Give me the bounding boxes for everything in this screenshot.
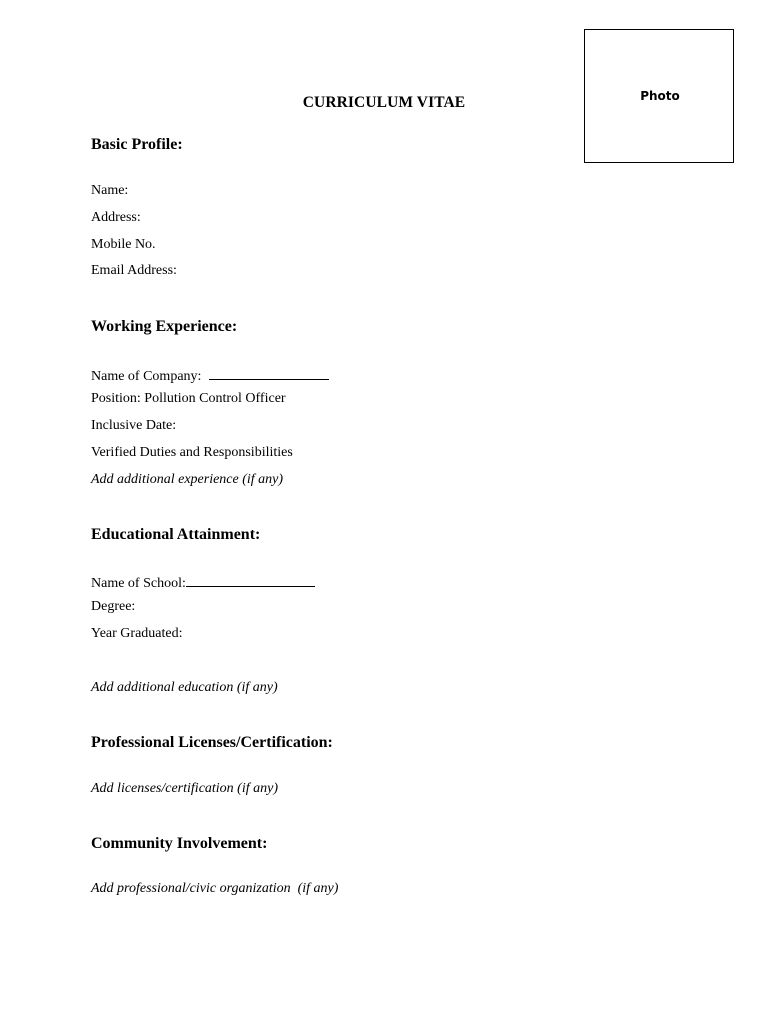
degree-line: Degree:	[91, 599, 136, 614]
name-field-label: Name:	[91, 183, 129, 198]
education-heading: Educational Attainment:	[91, 526, 261, 543]
address-field-label: Address:	[91, 210, 141, 225]
community-heading: Community Involvement:	[91, 835, 268, 852]
basic-profile-heading: Basic Profile:	[91, 136, 183, 153]
add-organization-note: Add professional/civic organization (if any)	[91, 881, 339, 896]
document-title: CURRICULUM VITAE	[302, 94, 466, 111]
add-education-note: Add additional education (if any)	[91, 680, 278, 695]
inclusive-date-line: Inclusive Date:	[91, 418, 177, 433]
year-graduated-line: Year Graduated:	[91, 626, 183, 641]
school-field	[91, 572, 315, 592]
company-field	[91, 365, 329, 385]
mobile-field-label: Mobile No.	[91, 237, 156, 252]
company-field-label: Name of Company:	[91, 369, 202, 384]
email-field-label: Email Address:	[91, 263, 177, 278]
photo-label: Photo	[640, 89, 680, 103]
licenses-heading: Professional Licenses/Certification:	[91, 734, 333, 751]
company-blank-line	[209, 365, 329, 380]
school-blank-line	[186, 572, 315, 587]
position-line: Position: Pollution Control Officer	[91, 391, 286, 406]
working-experience-heading: Working Experience:	[91, 318, 238, 335]
school-field-label: Name of School:	[91, 576, 186, 591]
add-licenses-note: Add licenses/certification (if any)	[91, 781, 279, 796]
add-experience-note: Add additional experience (if any)	[91, 472, 284, 487]
duties-line: Verified Duties and Responsibilities	[91, 445, 293, 460]
